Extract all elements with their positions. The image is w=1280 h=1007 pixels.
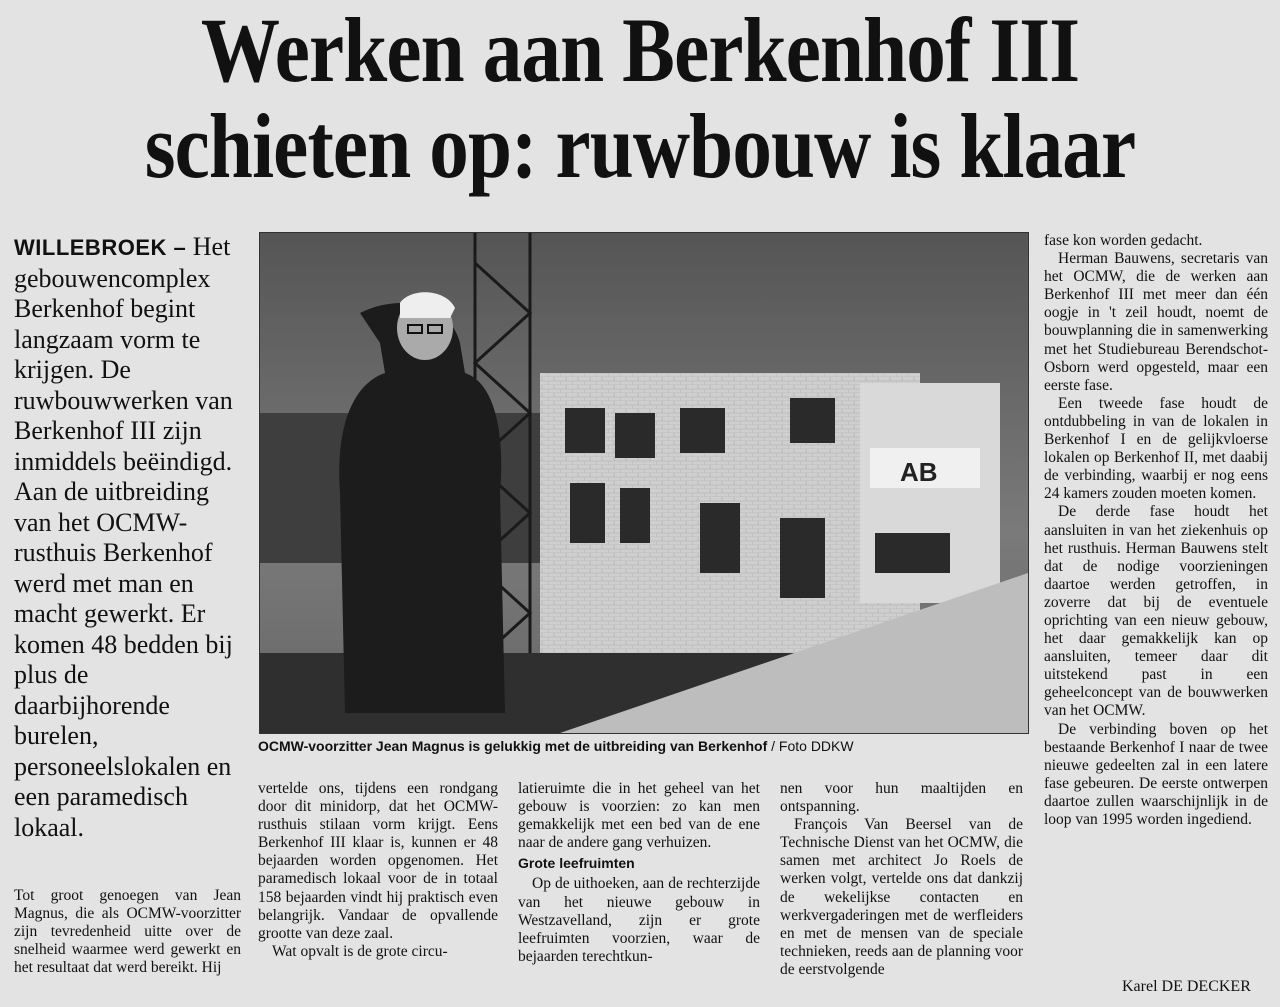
column-5-text-b: Herman Bauwens, secretaris van het OCMW, die de werken aan Berkenhof III met meer dan één oogje in 't zeil houdt, noemt de bouwplanning die in samenwerking met het Studiebureau Berendschot-Osborn werd opgesteld, maar een eerste fase.: [1044, 250, 1268, 394]
column-4-text: nen voor hun maaltijden en ontspanning.: [780, 780, 1023, 816]
column-3-text: latieruimte die in het geheel van het gebouw is voorzien: zo kan men gemakkelijk met een bed van de ene naar de andere gang verhuizen.: [518, 780, 760, 852]
photo-caption: [258, 738, 1048, 754]
column-5-text-a: fase kon worden gedacht.: [1044, 232, 1203, 249]
company-sign: AB: [900, 457, 938, 487]
dateline: WILLEBROEK: [14, 235, 167, 260]
column-2-text: vertelde ons, tijdens een rondgang door dit minidorp, dat het OCMW-rusthuis stilaan vorm krijgt. Eens Berkenhof III klaar is, kunnen er 48 bejaarden worden opgenomen. Het paramedisch lokaal voor de in totaal 158 bejaarden vindt hij praktisch even belangrijk. Vandaar de opvallende grootte van deze zaal.: [258, 780, 498, 942]
dateline-dash: –: [166, 235, 187, 260]
column-1-text: Tot groot genoegen van Jean Magnus, die als OCMW-voorzitter zijn tevredenheid uitte over de snelheid waarmee werd gewerkt en het resultaat dat werd bereikt. Hij: [14, 887, 241, 977]
headline-line-1: Werken aan Berkenhof III: [200, 0, 1080, 101]
column-3-text-b: Op de uithoeken, aan de rechterzijde van het nieuwe gebouw in Westzavelland, zijn er grote leefruimten voorzien, waar de bejaarden terechtkun-: [518, 875, 760, 965]
photo-credit: / Foto DDKW: [767, 738, 854, 754]
headline-line-2: schieten op: ruwbouw is klaar: [144, 95, 1136, 197]
caption-text: OCMW-voorzitter Jean Magnus is gelukkig met de uitbreiding van Berkenhof: [258, 738, 768, 754]
article-photo: [259, 232, 1029, 734]
lead-text: Het gebouwencomplex Berkenhof begint langzaam vorm te krijgen. De ruwbouwwerken van Berkenhof III zijn inmiddels beëindigd. Aan de uitbreiding van het OCMW-rusthuis Berkenhof werd met man en macht gewerkt. Er komen 48 bedden bij plus de daarbijhorende burelen, personeelslokalen en een paramedisch lokaal.: [14, 232, 233, 842]
construction-photo: [260, 233, 1028, 733]
lead-paragraph: [14, 232, 246, 843]
column-5-text-e: De verbinding boven op het bestaande Berkenhof I naar de twee nieuwe gedeelten zal in een latere fase gebeuren. De eerste ontwerpen daartoe zullen waarschijnlijk in de loop van 1995 worden ingediend.: [1044, 720, 1268, 828]
headline: [90, 0, 1191, 197]
column-5: [1044, 232, 1268, 829]
column-3: [518, 780, 760, 966]
column-1: [14, 887, 241, 977]
column-5-text-c: Een tweede fase houdt de ontdubbeling in van de lokalen in Berkenhof I en de gelijkvloerse lokalen op Berkenhof II, met daabij de verbinding, waarbij er nog eens 24 kamers zouden moeten komen.: [1044, 394, 1268, 503]
column-4: [780, 780, 1023, 979]
byline: Karel DE DECKER: [1122, 978, 1251, 995]
column-2-text-b: Wat opvalt is de grote circu-: [272, 942, 448, 960]
column-2: [258, 780, 498, 961]
column-5-text-d: De derde fase houdt het aansluiten in van het ziekenhuis op het rusthuis. Herman Bauwens stelt dat de nodige voorzieningen daartoe werden getroffen, in zoverre dat bij de eventuele oprichting van een nieuw gebouw, het daar gemakkelijk kan op aansluiten, temeer daar dit uitstekend past in een geheelconcept van de bouwwerken van het OCMW.: [1044, 503, 1268, 720]
column-4-text-b: François Van Beersel van de Technische Dienst van het OCMW, die samen met architect Jo Roels de werken volgt, vertelde ons dat dankzij de wekelijkse contacten en werkvergaderingen met de werfleiders en met de mensen van de speciale technieken, reeds aan de planning voor de eerstvolgende: [780, 816, 1023, 978]
subheading: Grote leefruimten: [518, 855, 635, 872]
